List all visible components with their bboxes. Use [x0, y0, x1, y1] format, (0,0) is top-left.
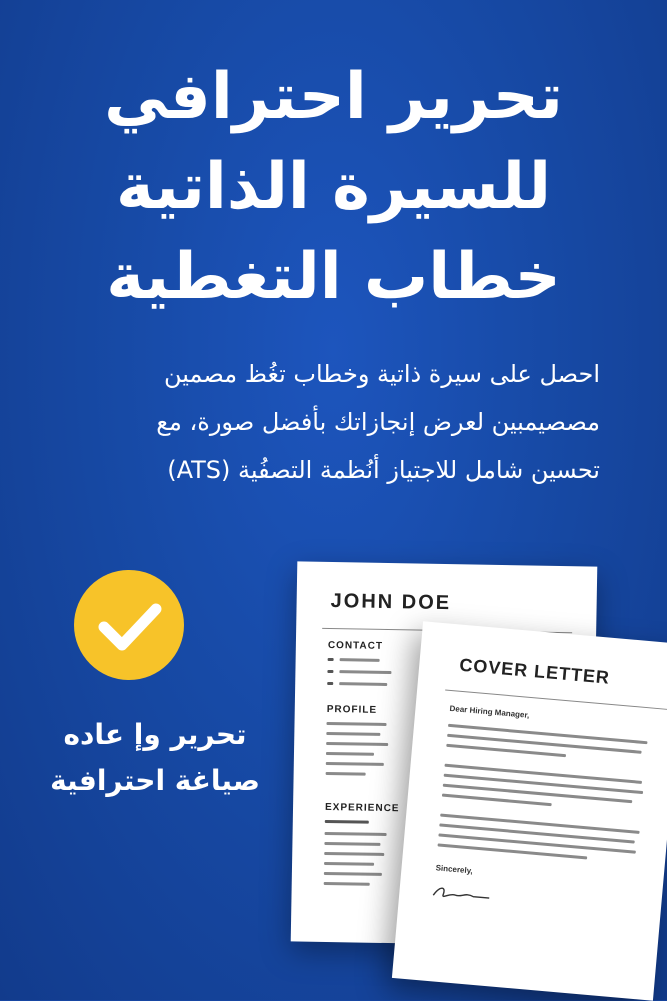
- headline-line-2: للسيرة الذاتية: [115, 150, 552, 224]
- text-line: [448, 724, 648, 744]
- description-line-2: مصصيمبين لعرض إنجازاتك بأفضل صورة، مع: [156, 408, 600, 436]
- text-line: [325, 832, 387, 836]
- text-line: [445, 764, 643, 784]
- text-line: [324, 882, 370, 886]
- badge-caption: [40, 712, 270, 804]
- text-line: [325, 820, 369, 824]
- cover-letter-document: [392, 621, 667, 1000]
- text-line: [439, 823, 635, 843]
- checkmark-badge: [74, 570, 184, 680]
- text-line: [324, 842, 380, 846]
- text-line: [440, 814, 640, 834]
- headline-line-1: تحرير احترافي: [104, 60, 563, 134]
- resume-profile-heading: PROFILE: [326, 703, 378, 716]
- cover-letter-greeting: Dear Hiring Manager,: [449, 703, 530, 720]
- text-line: [324, 872, 382, 876]
- cover-letter-title: COVER LETTER: [458, 654, 611, 688]
- text-line: [326, 742, 388, 746]
- description: [70, 350, 600, 494]
- text-line: [326, 752, 374, 756]
- signature-icon: [429, 881, 511, 910]
- text-line: [326, 732, 380, 736]
- text-line: [442, 794, 552, 807]
- description-line-1: احصل على سيرة ذاتية وخطاب تغُظ مصمين: [164, 360, 600, 388]
- text-line: [443, 784, 633, 804]
- text-line: [340, 658, 380, 662]
- resume-contact-heading: CONTACT: [327, 639, 384, 652]
- text-line: [326, 762, 384, 766]
- text-line: [324, 852, 384, 856]
- phone-icon: [328, 658, 334, 661]
- headline: [0, 52, 667, 322]
- linkedin-icon: [327, 682, 333, 685]
- resume-name: JOHN DOE: [330, 590, 452, 615]
- headline-line-3: خطاب التغطية: [106, 240, 561, 314]
- text-line: [339, 682, 387, 686]
- resume-experience-heading: EXPERIENCE: [324, 801, 400, 815]
- text-line: [444, 774, 644, 794]
- text-line: [324, 862, 374, 866]
- badge-caption-line-1: تحرير وإ عاده: [63, 718, 247, 751]
- text-line: [446, 744, 566, 757]
- description-line-3: تحسين شامل للاجتياز أنُظمة التصفُية (ATS): [167, 456, 600, 484]
- checkmark-icon: [74, 570, 184, 680]
- text-line: [438, 833, 636, 853]
- text-line: [447, 734, 642, 754]
- cover-letter-closing: Sincerely,: [435, 863, 474, 876]
- mail-icon: [327, 670, 333, 673]
- text-line: [339, 670, 391, 674]
- text-line: [326, 772, 366, 776]
- badge-caption-line-2: صياغة احترافية: [50, 764, 260, 797]
- text-line: [326, 722, 386, 726]
